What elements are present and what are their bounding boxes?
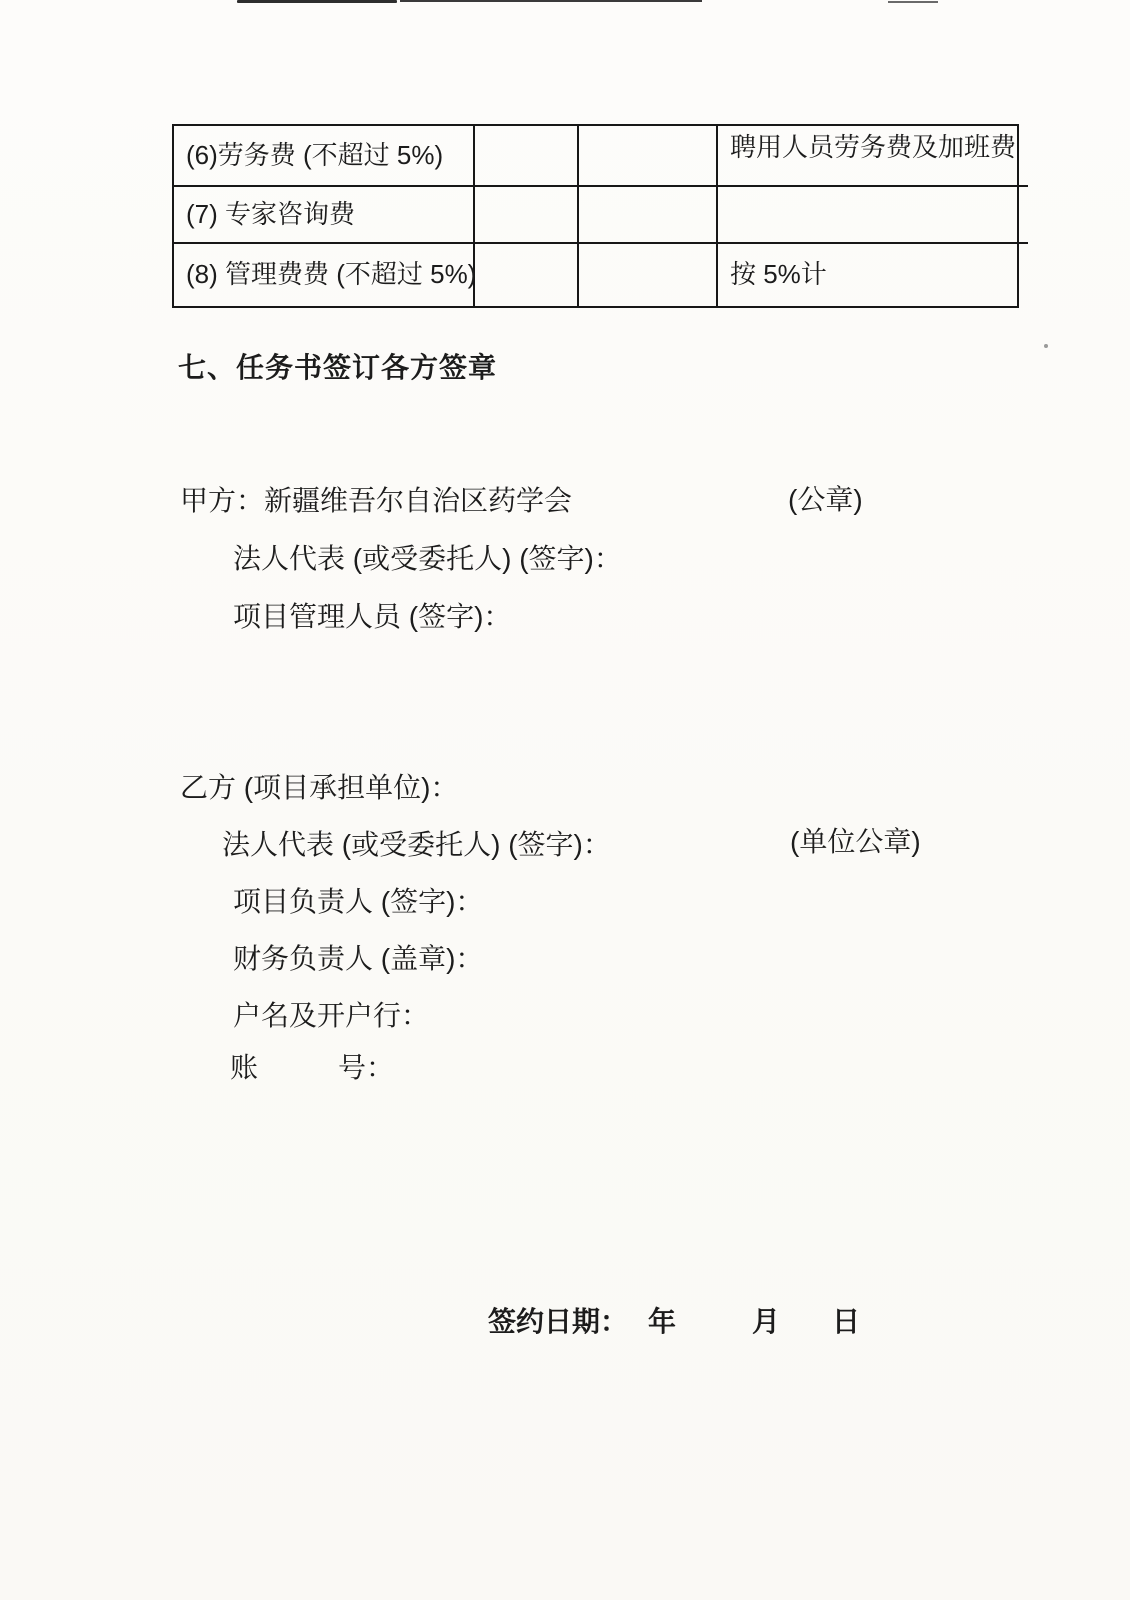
section-heading: 七、任务书签订各方签章: [178, 352, 498, 383]
account-no-label-left: 账: [230, 1052, 259, 1083]
sign-date-month: 月: [752, 1306, 781, 1337]
sign-date-year: 年: [648, 1306, 677, 1337]
table-cell-item: (7) 专家咨询费: [174, 187, 475, 244]
scan-artifact-line: [888, 1, 938, 3]
party-b-legal-rep-line: 法人代表 (或受委托人) (签字)：: [222, 829, 611, 860]
table-cell-note: 按 5%计: [730, 259, 827, 290]
sign-date-day: 日: [832, 1306, 861, 1337]
table-cell-source: [579, 126, 718, 187]
party-b-name-line: 乙方 (项目承担单位)：: [180, 772, 459, 803]
party-a-project-manager-line: 项目管理人员 (签字)：: [233, 601, 512, 632]
sign-date-label: 签约日期：: [488, 1306, 629, 1337]
table-cell-note: [718, 187, 1028, 244]
party-a-name-line: 甲方：新疆维吾尔自治区药学会: [180, 485, 573, 516]
table-cell-source: [579, 187, 718, 244]
scan-artifact-line: [237, 0, 397, 3]
party-a-legal-rep-line: 法人代表 (或受委托人) (签字)：: [233, 543, 622, 574]
table-cell-item: (6)劳务费 (不超过 5%): [174, 126, 475, 187]
party-b-account-no-line: [230, 1052, 394, 1084]
account-no-label-right: 号：: [338, 1052, 395, 1083]
table-cell-source: [579, 244, 718, 306]
party-a-seal-note: (公章): [788, 484, 863, 515]
table-cell-note: 聘用人员劳务费及加班费: [718, 126, 1028, 187]
table-cell-amount: [475, 187, 579, 244]
scan-artifact-dot: [1044, 344, 1048, 348]
party-b-project-leader-line: 项目负责人 (签字)：: [233, 886, 484, 917]
table-cell-amount: [475, 244, 579, 306]
table-cell-amount: [475, 126, 579, 187]
party-b-account-name-line: 户名及开户行：: [233, 1000, 430, 1031]
party-b-seal-note: (单位公章): [790, 826, 921, 857]
scan-artifact-line: [400, 0, 702, 2]
budget-table: [172, 124, 1019, 308]
sign-date-line: [0, 1300, 1130, 1336]
party-b-finance-leader-line: 财务负责人 (盖章)：: [233, 943, 484, 974]
table-cell-item: (8) 管理费费 (不超过 5%): [174, 244, 475, 306]
